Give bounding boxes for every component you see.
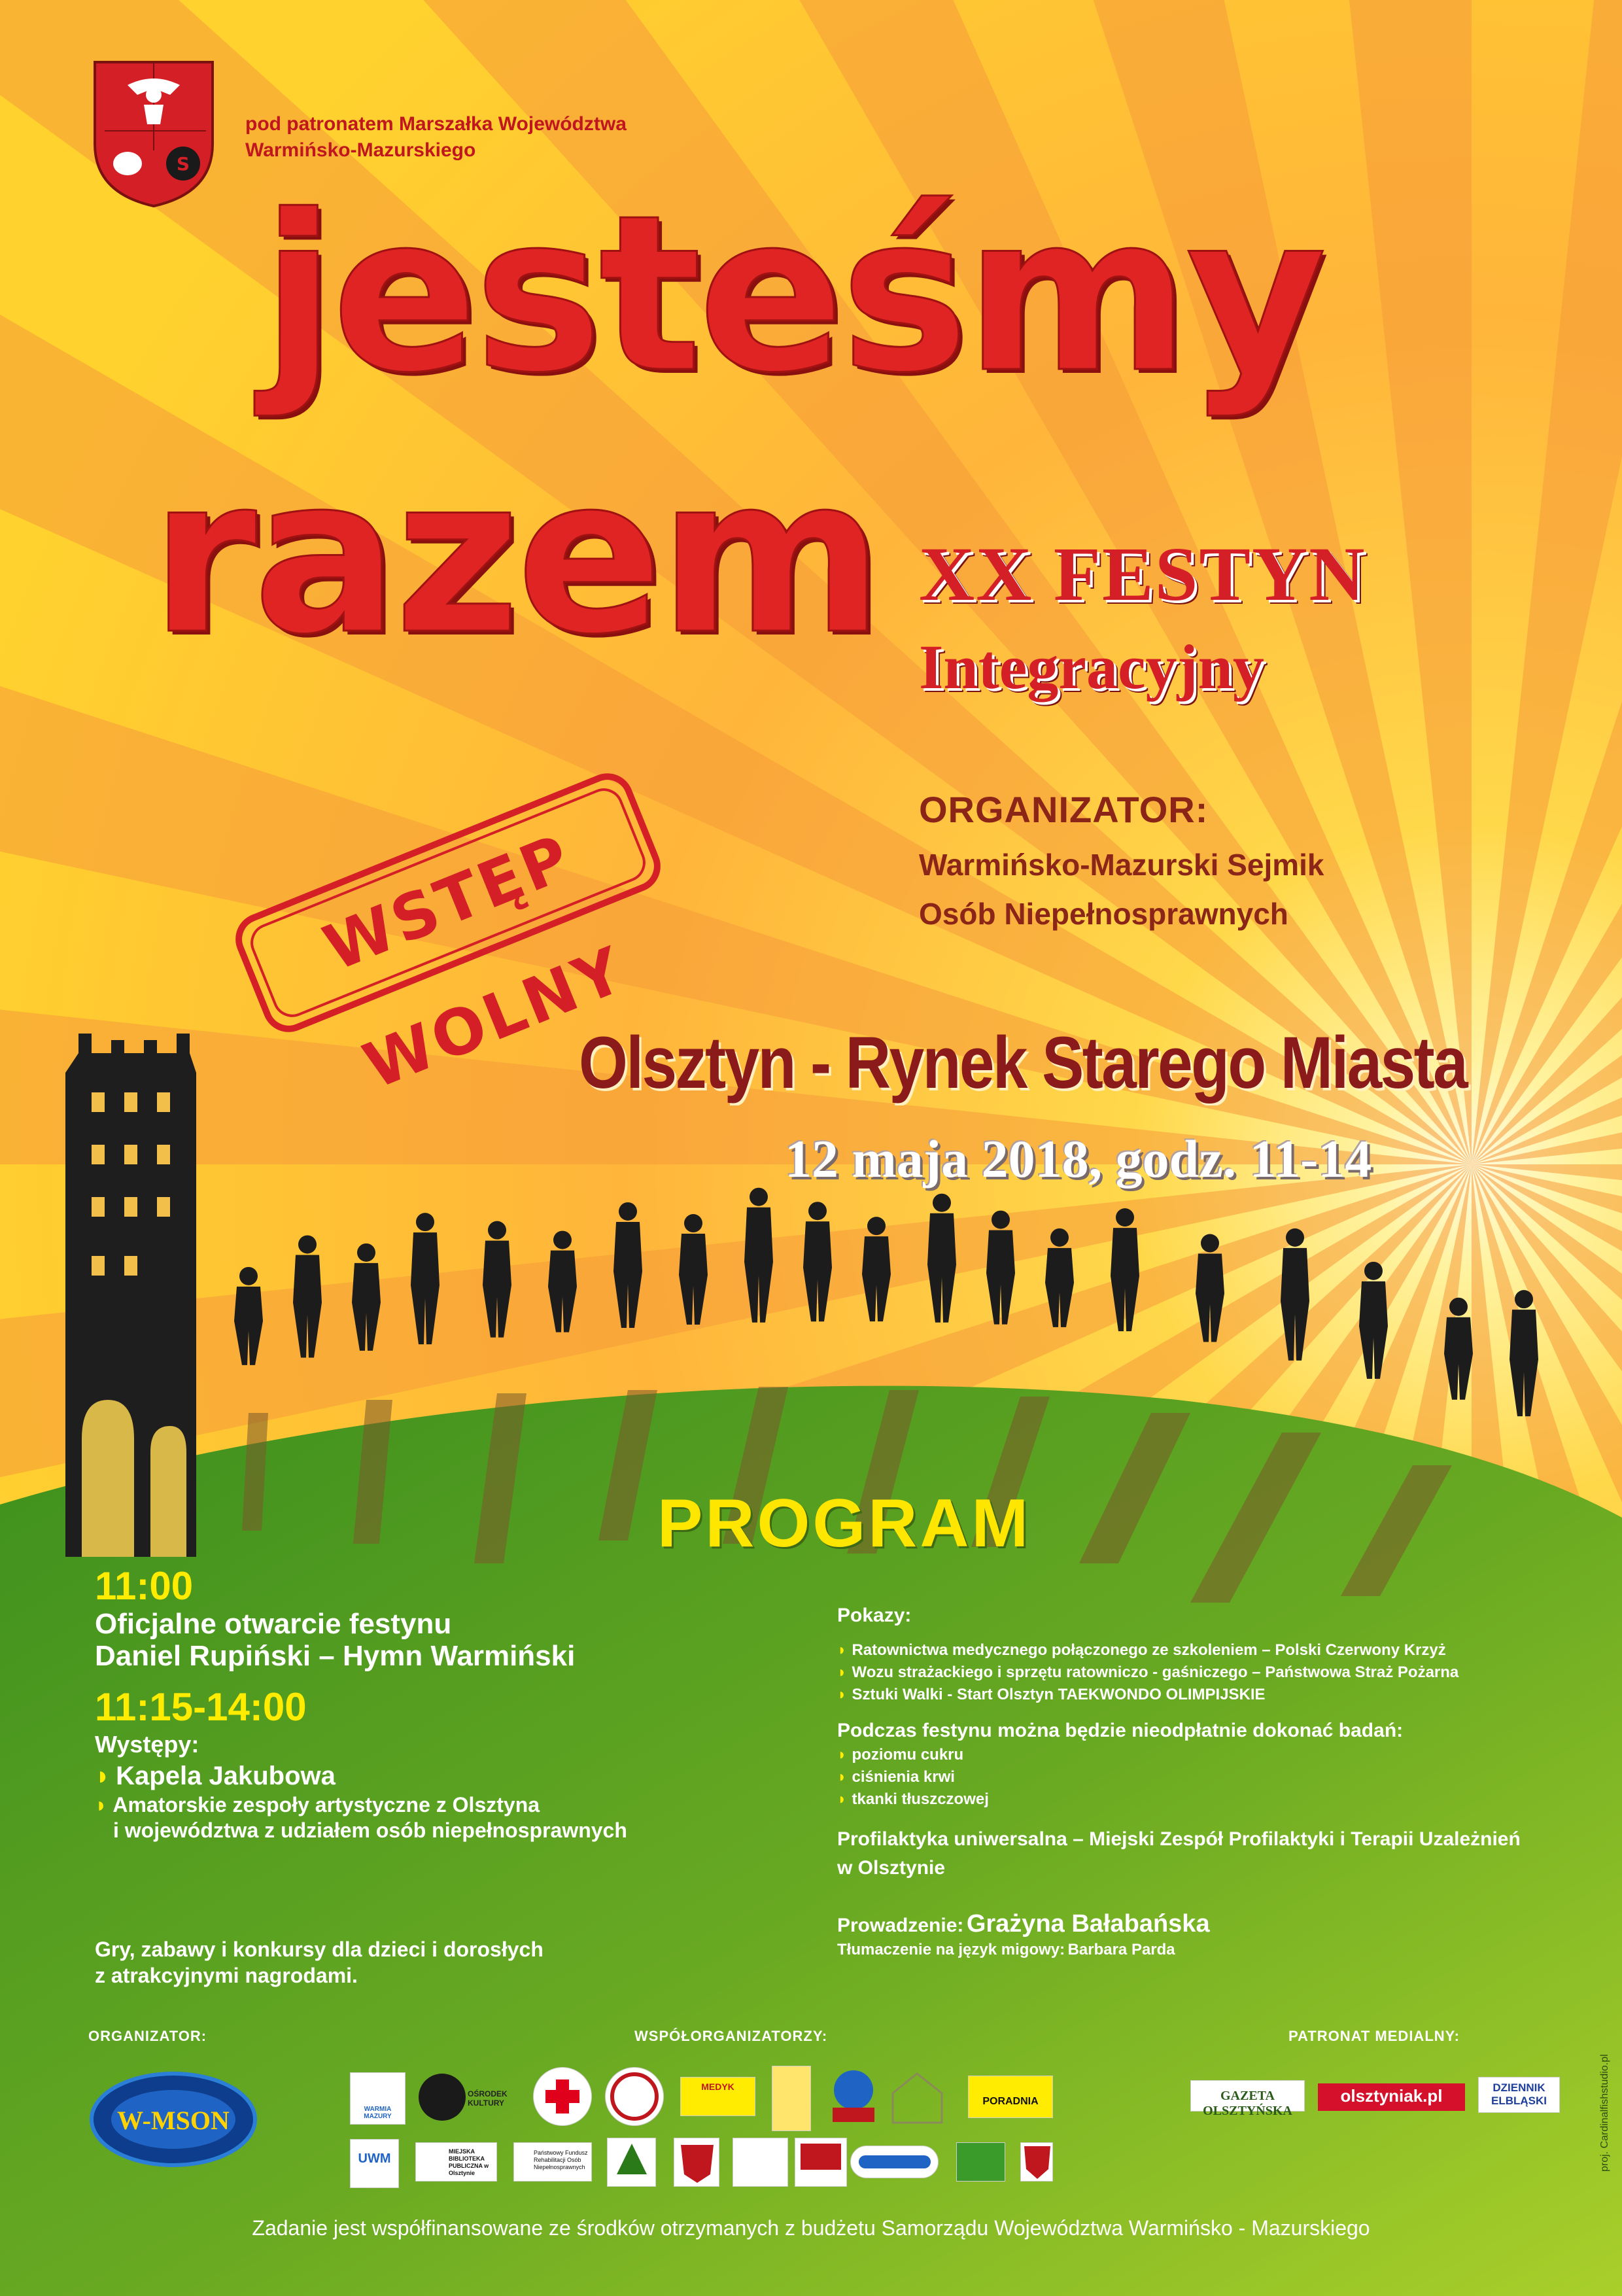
person-silhouette <box>744 1188 773 1323</box>
globe-icon <box>827 2067 880 2126</box>
slot1-time: 11:00 <box>95 1564 194 1608</box>
gazeta-olsztynska-logo[interactable] <box>1190 2080 1305 2118</box>
olsztyn-logo[interactable] <box>733 2138 788 2187</box>
amazonki-icon <box>606 2068 663 2125</box>
osrodek-logo-text: OŚRODEK KULTURY <box>468 2089 508 2108</box>
red-cross-logo[interactable] <box>533 2067 592 2126</box>
person-silhouette <box>1444 1298 1473 1400</box>
organizer-line1: Warmińsko-Mazurski Sejmik <box>919 848 1324 882</box>
osrodek-kultury-logo[interactable] <box>468 2075 520 2121</box>
organizer-logo-label: ORGANIZATOR: <box>88 2028 207 2044</box>
tests-item: ◗ poziomu cukru <box>837 1744 1589 1766</box>
patronage-line1: pod patronatem Marszałka Województwa <box>245 113 627 135</box>
medyk-logo-text: MEDYK <box>701 2081 734 2092</box>
person-silhouette <box>862 1217 891 1321</box>
person-silhouette <box>293 1235 322 1357</box>
tests-item: ◗ tkanki tłuszczowej <box>837 1788 1589 1811</box>
festival-title: XX FESTYN <box>919 531 1366 617</box>
person-silhouette <box>234 1267 263 1365</box>
program-right-column <box>837 1603 1589 1959</box>
host-name: Grażyna Bałabańska <box>966 1910 1210 1938</box>
person-silhouette <box>1196 1234 1224 1342</box>
red-logo[interactable] <box>795 2138 847 2187</box>
library-logo-text: MIEJSKA BIBLIOTEKA PUBLICZNA w Olsztynie <box>449 2148 489 2176</box>
tree-icon <box>608 2138 657 2187</box>
person-silhouette <box>1359 1262 1388 1379</box>
tree-logo[interactable] <box>607 2138 656 2187</box>
design-credit: proj. Cardinalfishstudio.pl <box>1599 2054 1610 2172</box>
patronage-line2: Warmińsko-Mazurskiego <box>245 139 476 161</box>
uwm-logo[interactable] <box>350 2139 399 2188</box>
person-silhouette <box>1045 1228 1074 1327</box>
shield-logo[interactable] <box>1020 2142 1053 2182</box>
wmson-logo-text: W-MSON <box>117 2106 230 2135</box>
person-silhouette <box>1281 1228 1309 1361</box>
host-line <box>837 1910 1589 1938</box>
person-silhouette <box>1510 1290 1538 1416</box>
amazonki-logo[interactable] <box>605 2067 664 2126</box>
olsztyniak-logo[interactable] <box>1318 2083 1465 2111</box>
tests-item: ◗ ciśnienia krwi <box>837 1766 1589 1788</box>
pfron-logo-text: Państwowy Fundusz Rehabilitacji Osób Niepełnosprawnych <box>534 2149 588 2170</box>
klanza-logo[interactable] <box>772 2066 811 2131</box>
person-silhouette <box>1111 1208 1139 1331</box>
games-line2: z atrakcyjnymi nagrodami. <box>95 1964 358 1987</box>
person-silhouette <box>679 1214 708 1325</box>
blue-oval-logo[interactable] <box>850 2146 939 2178</box>
red-cross-icon <box>534 2068 591 2125</box>
organizer-heading: ORGANIZATOR: <box>919 789 1209 830</box>
sign-name: Barbara Parda <box>1067 1941 1175 1958</box>
organizer-line2: Osób Niepełnosprawnych <box>919 897 1288 931</box>
green-logo[interactable] <box>956 2142 1005 2182</box>
slot2-item2: ◗ Amatorskie zespoły artystyczne z Olsztyna <box>95 1792 782 1817</box>
warmia-mazury-logo[interactable] <box>350 2072 406 2125</box>
festival-subtitle: Integracyjny <box>919 632 1264 702</box>
fire-brigade-icon <box>674 2138 720 2187</box>
shows-item: ◗ Sztuki Walki - Start Olsztyn TAEKWONDO OLIMPIJSKIE <box>837 1684 1589 1706</box>
sign-label: Tłumaczenie na język migowy: <box>837 1941 1065 1958</box>
poradnia-logo-text: PORADNIA <box>982 2096 1039 2107</box>
program-heading: PROGRAM <box>657 1486 1031 1561</box>
program-left-column <box>95 1563 782 1843</box>
globe-logo[interactable] <box>827 2067 880 2126</box>
building-icon <box>889 2067 945 2126</box>
title-line2: razem <box>150 430 880 682</box>
person-silhouette <box>352 1244 381 1351</box>
shield-icon <box>1021 2143 1054 2182</box>
svg-text:S: S <box>176 153 190 175</box>
power-logo-icon[interactable] <box>419 2074 466 2121</box>
sign-line <box>837 1941 1589 1959</box>
media-patrons-label: PATRONAT MEDIALNY: <box>1288 2028 1460 2044</box>
dziennik-logo-text: DZIENNIK ELBLĄSKI <box>1491 2081 1547 2107</box>
slot2-item1: ◗ Kapela Jakubowa <box>95 1760 782 1792</box>
person-silhouette <box>411 1213 440 1344</box>
person-silhouette <box>613 1202 642 1328</box>
fire-brigade-logo[interactable] <box>674 2138 719 2187</box>
shows-item: ◗ Ratownictwa medycznego połączonego ze szkoleniem – Polski Czerwony Krzyż <box>837 1639 1589 1661</box>
funding-footer: Zadanie jest współfinansowane ze środków otrzymanych z budżetu Samorządu Województwa Warmińsko - Mazurskiego <box>252 2216 1370 2240</box>
warmia-logo-text: WARMIA MAZURY <box>364 2106 392 2120</box>
pfron-logo[interactable] <box>513 2142 592 2182</box>
slot1-line2: Daniel Rupiński – Hymn Warmiński <box>95 1640 576 1672</box>
person-silhouette <box>483 1221 511 1338</box>
event-date: 12 maja 2018, godz. 11-14 <box>785 1129 1372 1189</box>
poradnia-logo[interactable] <box>968 2076 1053 2118</box>
olsztyniak-logo-text: olsztyniak.pl <box>1340 2086 1443 2106</box>
person-silhouette <box>548 1231 577 1332</box>
uwm-logo-text: UWM <box>358 2151 391 2166</box>
person-silhouette <box>927 1194 956 1323</box>
prevention-line1: Profilaktyka uniwersalna – Miejski Zespół Profilaktyki i Terapii Uzależnień <box>837 1828 1521 1850</box>
shows-list <box>837 1639 1589 1706</box>
prevention-line2: w Olsztynie <box>837 1857 946 1879</box>
title-line1: jesteśmy <box>262 169 1323 420</box>
patronage-text <box>245 111 627 164</box>
shows-item: ◗ Wozu strażackiego i sprzętu ratowniczo - gaśniczego – Państwowa Straż Pożarna <box>837 1661 1589 1684</box>
person-silhouette <box>986 1211 1015 1325</box>
slot2-label: Występy: <box>95 1731 199 1758</box>
tests-label: Podczas festynu można będzie nieodpłatnie dokonać badań: <box>837 1720 1404 1741</box>
dziennik-elblaski-logo[interactable] <box>1478 2077 1560 2113</box>
building-logo[interactable] <box>889 2067 945 2126</box>
slot2-item2-cont: i województwa z udziałem osób niepełnosprawnych <box>113 1818 627 1842</box>
coorganizers-label: WSPÓŁORGANIZATORZY: <box>634 2028 828 2044</box>
coat-of-arms-icon <box>92 59 216 209</box>
games-line1: Gry, zabawy i konkursy dla dzieci i dorosłych <box>95 1938 544 1961</box>
slot2-time: 11:15-14:00 <box>95 1685 307 1729</box>
wmson-logo[interactable] <box>85 2067 262 2172</box>
medyk-logo[interactable] <box>680 2077 755 2116</box>
games-text <box>95 1936 749 1989</box>
host-label: Prowadzenie: <box>837 1915 964 1936</box>
gazeta-logo-text: GAZETA OLSZTYŃSKA <box>1203 2089 1292 2118</box>
library-logo[interactable] <box>415 2142 497 2182</box>
shows-label: Pokazy: <box>837 1605 912 1626</box>
stamp-text: WSTĘP WOLNY <box>314 820 636 1104</box>
person-silhouette <box>803 1202 832 1321</box>
slot1-line1: Oficjalne otwarcie festynu <box>95 1608 452 1640</box>
event-location: Olsztyn - Rynek Starego Miasta <box>579 1022 1467 1104</box>
